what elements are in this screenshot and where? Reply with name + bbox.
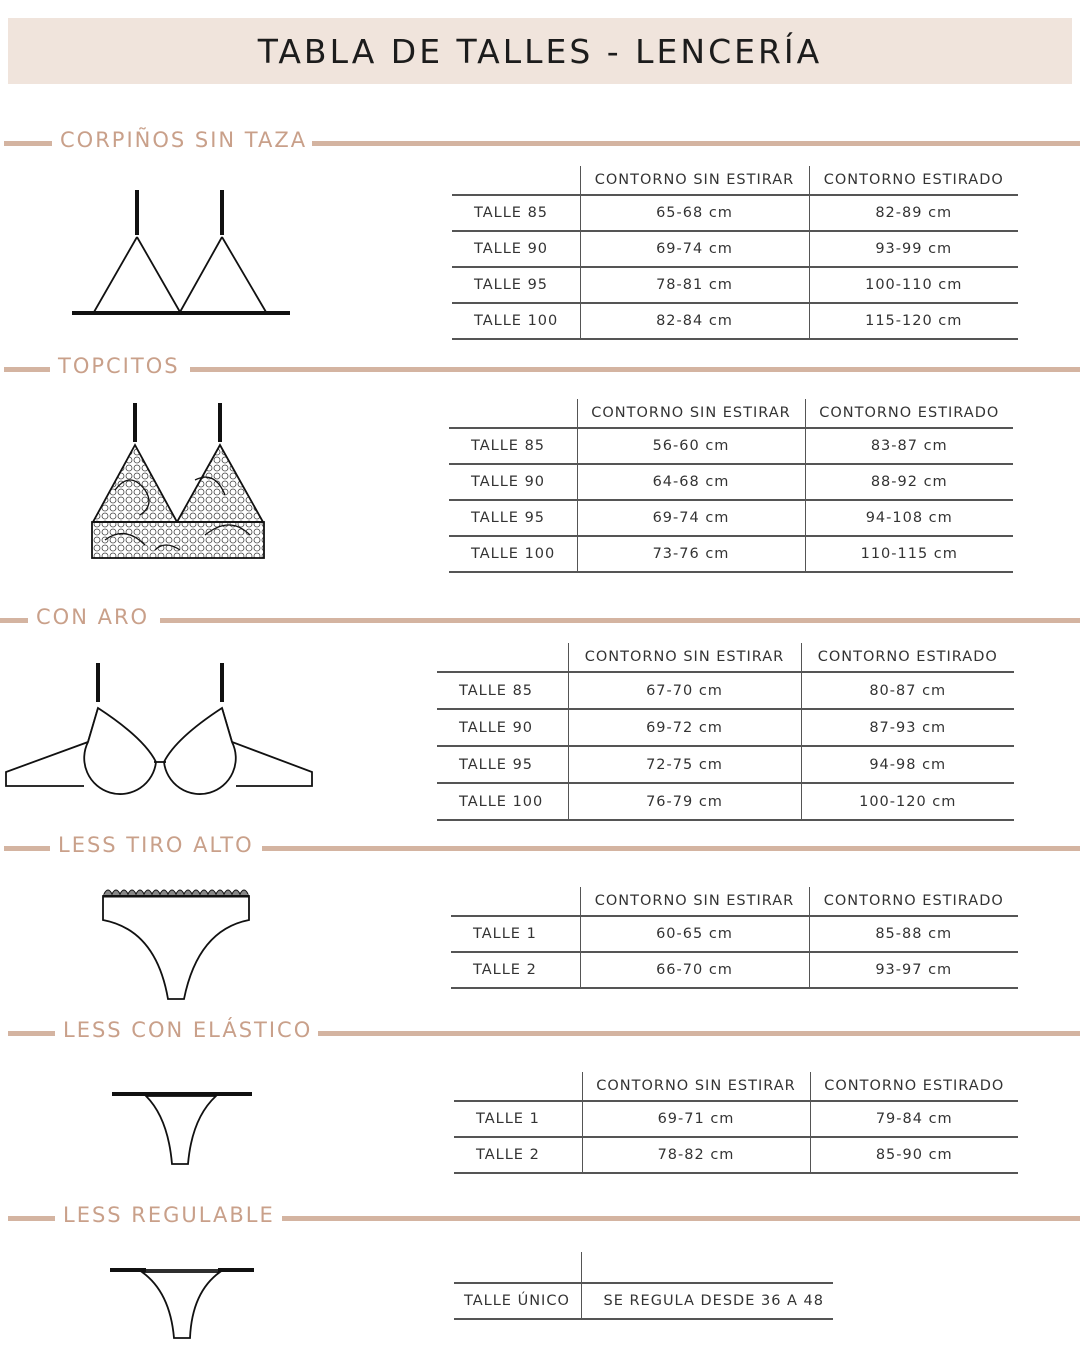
elastic-thong-icon [108, 1088, 256, 1170]
section-rule-left [4, 846, 50, 851]
size-table-less-regulable [454, 1252, 833, 1320]
size-label: TALLE 90 [452, 231, 580, 267]
contorno-sin-estirar: 64-68 cm [577, 464, 805, 500]
table-row [437, 746, 1014, 783]
contorno-estirado: 115-120 cm [809, 303, 1018, 339]
section-rule-left [8, 1031, 55, 1036]
contorno-sin-estirar: 76-79 cm [568, 783, 801, 820]
contorno-estirado: 79-84 cm [810, 1101, 1018, 1137]
size-label: TALLE 90 [437, 709, 568, 746]
size-label: TALLE ÚNICO [454, 1283, 581, 1319]
adjustable-thong-icon [106, 1264, 258, 1344]
page-title: TABLA DE TALLES - LENCERÍA [257, 31, 823, 71]
column-header-sin-estirar: CONTORNO SIN ESTIRAR [577, 399, 805, 428]
contorno-estirado: 85-88 cm [809, 916, 1018, 952]
title-banner [8, 18, 1072, 84]
adjustment-note: SE REGULA DESDE 36 A 48 [581, 1283, 833, 1319]
contorno-estirado: 94-108 cm [805, 500, 1013, 536]
contorno-estirado: 110-115 cm [805, 536, 1013, 572]
contorno-sin-estirar: 67-70 cm [568, 672, 801, 709]
table-row [451, 916, 1018, 952]
corner-cell [454, 1252, 581, 1283]
triangle-bra-icon [60, 185, 300, 325]
size-label: TALLE 85 [449, 428, 577, 464]
contorno-estirado: 93-99 cm [809, 231, 1018, 267]
size-label: TALLE 100 [437, 783, 568, 820]
contorno-estirado: 100-120 cm [801, 783, 1014, 820]
contorno-sin-estirar: 66-70 cm [580, 952, 809, 988]
table-row [454, 1283, 833, 1319]
section-rule-left [4, 367, 50, 372]
contorno-estirado: 94-98 cm [801, 746, 1014, 783]
table-row [452, 195, 1018, 231]
contorno-estirado: 80-87 cm [801, 672, 1014, 709]
contorno-estirado: 93-97 cm [809, 952, 1018, 988]
corner-cell-blank [581, 1252, 833, 1283]
section-title: LESS CON ELÁSTICO [63, 1018, 313, 1042]
corner-cell [454, 1072, 582, 1101]
column-header-estirado: CONTORNO ESTIRADO [809, 166, 1018, 195]
section-rule-right [318, 1031, 1080, 1036]
table-row [449, 428, 1013, 464]
section-rule-left [4, 141, 52, 146]
size-table-con-aro [437, 643, 1014, 821]
section-rule-left [8, 1216, 55, 1221]
size-table-corpinos [452, 166, 1018, 340]
section-rule-right [312, 141, 1080, 146]
column-header-sin-estirar: CONTORNO SIN ESTIRAR [580, 887, 809, 916]
column-header-sin-estirar: CONTORNO SIN ESTIRAR [580, 166, 809, 195]
size-label: TALLE 2 [451, 952, 580, 988]
underwire-bra-icon [4, 660, 316, 800]
size-label: TALLE 1 [451, 916, 580, 952]
contorno-estirado: 88-92 cm [805, 464, 1013, 500]
size-label: TALLE 95 [449, 500, 577, 536]
high-waist-panty-icon [98, 884, 258, 1004]
size-label: TALLE 2 [454, 1137, 582, 1173]
table-row [451, 952, 1018, 988]
size-table-less-tiro-alto [451, 887, 1018, 989]
contorno-sin-estirar: 78-82 cm [582, 1137, 810, 1173]
contorno-sin-estirar: 69-74 cm [580, 231, 809, 267]
contorno-estirado: 100-110 cm [809, 267, 1018, 303]
section-rule-right [160, 618, 1080, 623]
contorno-sin-estirar: 69-72 cm [568, 709, 801, 746]
size-label: TALLE 100 [452, 303, 580, 339]
size-label: TALLE 1 [454, 1101, 582, 1137]
corner-cell [451, 887, 580, 916]
contorno-sin-estirar: 60-65 cm [580, 916, 809, 952]
column-header-estirado: CONTORNO ESTIRADO [810, 1072, 1018, 1101]
section-rule-left [0, 618, 28, 623]
column-header-estirado: CONTORNO ESTIRADO [801, 643, 1014, 672]
corner-cell [449, 399, 577, 428]
table-row [452, 303, 1018, 339]
size-label: TALLE 90 [449, 464, 577, 500]
column-header-estirado: CONTORNO ESTIRADO [805, 399, 1013, 428]
size-label: TALLE 95 [452, 267, 580, 303]
size-table-topcitos [449, 399, 1013, 573]
size-label: TALLE 100 [449, 536, 577, 572]
contorno-sin-estirar: 82-84 cm [580, 303, 809, 339]
size-label: TALLE 85 [437, 672, 568, 709]
table-row [449, 500, 1013, 536]
contorno-estirado: 83-87 cm [805, 428, 1013, 464]
contorno-sin-estirar: 56-60 cm [577, 428, 805, 464]
section-title: LESS REGULABLE [63, 1203, 275, 1227]
corner-cell [437, 643, 568, 672]
corner-cell [452, 166, 580, 195]
lace-bralette-icon [85, 400, 275, 565]
table-row [449, 536, 1013, 572]
size-label: TALLE 95 [437, 746, 568, 783]
section-title: TOPCITOS [58, 354, 180, 378]
table-row [454, 1137, 1018, 1173]
section-title: LESS TIRO ALTO [58, 833, 254, 857]
contorno-estirado: 82-89 cm [809, 195, 1018, 231]
column-header-sin-estirar: CONTORNO SIN ESTIRAR [568, 643, 801, 672]
contorno-sin-estirar: 69-71 cm [582, 1101, 810, 1137]
column-header-sin-estirar: CONTORNO SIN ESTIRAR [582, 1072, 810, 1101]
table-row [454, 1101, 1018, 1137]
contorno-estirado: 87-93 cm [801, 709, 1014, 746]
section-rule-right [282, 1216, 1080, 1221]
contorno-sin-estirar: 72-75 cm [568, 746, 801, 783]
size-table-less-con-elastico [454, 1072, 1018, 1174]
table-row [437, 783, 1014, 820]
section-title: CORPIÑOS SIN TAZA [60, 128, 308, 152]
contorno-sin-estirar: 78-81 cm [580, 267, 809, 303]
contorno-sin-estirar: 69-74 cm [577, 500, 805, 536]
section-rule-right [190, 367, 1080, 372]
table-row [449, 464, 1013, 500]
column-header-estirado: CONTORNO ESTIRADO [809, 887, 1018, 916]
table-row [452, 231, 1018, 267]
table-row [452, 267, 1018, 303]
contorno-estirado: 85-90 cm [810, 1137, 1018, 1173]
contorno-sin-estirar: 73-76 cm [577, 536, 805, 572]
section-rule-right [262, 846, 1080, 851]
size-label: TALLE 85 [452, 195, 580, 231]
table-row [437, 672, 1014, 709]
table-row [437, 709, 1014, 746]
contorno-sin-estirar: 65-68 cm [580, 195, 809, 231]
section-title: CON ARO [36, 605, 150, 629]
